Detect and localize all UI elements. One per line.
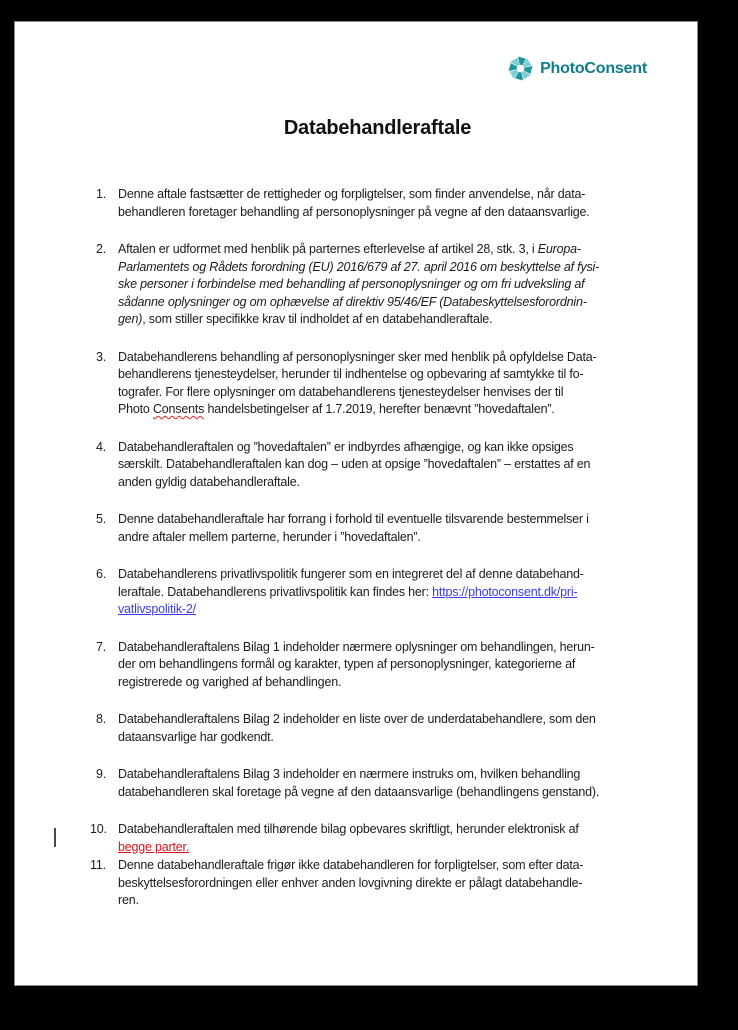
text-segment-spellcheck: Consents	[152, 402, 205, 416]
text-segment-normal: handelsbetingelser af 1.7.2019, herefter benævnt ”hovedaftalen”.	[204, 402, 555, 416]
list-item	[90, 241, 665, 329]
list-item	[90, 711, 665, 746]
text-segment-normal: Denne databehandleraftale har forrang i forhold til eventuelle tilsvarende bestemmelser i andre aftaler mellem parterne, herunder i ”hovedaftalen”.	[118, 512, 589, 544]
list-item-text	[118, 511, 665, 546]
list-item-number: 5.	[96, 512, 107, 526]
document-content	[15, 22, 697, 910]
aperture-icon	[506, 54, 535, 83]
list-item-number: 1.	[96, 187, 107, 201]
list-item-text	[118, 439, 665, 492]
list-item	[90, 511, 665, 546]
brand-name: PhotoConsent	[540, 59, 647, 77]
list-item-number: 2.	[96, 242, 107, 256]
list-item	[90, 186, 665, 221]
list-item	[90, 857, 665, 910]
list-item	[90, 639, 665, 692]
list-item-text	[118, 186, 665, 221]
text-segment-normal: Databehandleraftalen og ”hovedaftalen” er indbyrdes afhængige, og kan ikke opsiges særskilt. Databehandleraftalen kan dog – uden at opsige ”hovedaftalen” – erstattes af en anden gyldig databehandleraftale.	[118, 439, 591, 489]
text-segment-normal: Aftalen er udformet med henblik på parternes efterlevelse af artikel 28, stk. 3, i	[118, 242, 538, 256]
document-page	[15, 22, 697, 985]
text-segment-italic: Europa- Parlamentets og Rådets forordning (EU) 2016/679 af 27. april 2016 om beskyttelse af fysi- ske personer i forbindelse med behandling af personoplysninger og om fri udveksling af sådanne oplysninger og om ophævelse af direktiv 95/46/EF (Databeskyttelsesforordnin- gen)	[118, 242, 600, 326]
text-segment-normal: Databehandlerens privatlivspolitik fungerer som en integreret del af denne databehand- leraftale. Databehandlerens privatlivspolitik kan findes her:	[118, 567, 584, 599]
list-item-number: 9.	[96, 767, 107, 781]
list-item	[90, 566, 665, 619]
list-item	[90, 766, 665, 801]
numbered-list	[90, 186, 665, 910]
text-segment-normal: Databehandleraftalen med tilhørende bilag opbevares skriftligt, herunder elektronisk af	[118, 822, 579, 836]
list-item-number: 4.	[96, 439, 107, 454]
list-item-text	[118, 566, 665, 619]
list-item-text	[118, 711, 665, 746]
privacy-policy-link[interactable]: https://photoconsent.dk/pri- vatlivspolitik-2/	[118, 584, 578, 616]
list-item-number: 10.	[90, 822, 107, 836]
list-item-number: 8.	[96, 712, 107, 726]
text-segment-normal: Databehandleraftalens Bilag 1 indeholder nærmere oplysninger om behandlingen, herun- der om behandlingens formål og karakter, typen af personoplysninger, kategorierne af registrerede og varighed af behandlingen.	[118, 639, 595, 689]
tracked-change-bar	[54, 828, 56, 847]
list-item-text	[118, 821, 665, 856]
list-item-number: 11.	[90, 858, 106, 872]
text-segment-normal: Databehandleraftalens Bilag 3 indeholder en nærmere instruks om, hvilken behandling databehandleren skal foretage på vegne af den dataansvarlige (behandlingens genstand).	[118, 767, 600, 799]
list-item-text	[118, 639, 665, 692]
list-item-text	[118, 349, 665, 419]
list-item-number: 6.	[96, 567, 107, 581]
page-title: Databehandleraftale	[283, 117, 472, 139]
list-item-number: 3.	[96, 349, 107, 364]
list-item-text	[118, 241, 665, 329]
text-segment-normal: , som stiller specifikke krav til indholdet af en databehandleraftale.	[142, 312, 493, 326]
text-segment-normal: Databehandlerens behandling af personoplysninger sker med henblik på opfyldelse Data- behandlerens tjenesteydelser, herunder til indhentelse og opbevaring af samtykke til fo- tografer. For flere oplysninger om databehandlerens tjenesteydelser henvises der til Photo	[118, 349, 597, 416]
list-item-number: 7.	[96, 639, 107, 654]
list-item	[90, 439, 665, 492]
list-item	[90, 349, 665, 419]
logo	[506, 54, 647, 83]
text-segment-normal: Denne databehandleraftale frigør ikke databehandleren for forpligtelser, som efter data- beskyttelsesforordningen eller enhver anden lovgivning direkte er pålagt databehandle- ren.	[118, 858, 584, 907]
text-segment-normal: Databehandleraftalens Bilag 2 indeholder en liste over de underdatabehandlere, som den dataansvarlige har godkendt.	[118, 712, 596, 744]
text-segment-normal: Denne aftale fastsætter de rettigheder og forpligtelser, som finder anvendelse, når data- behandleren foretager behandling af personoplysninger på vegne af den dataansvarlige.	[118, 187, 590, 219]
text-segment-insertion: begge parter.	[118, 839, 190, 854]
list-item-text	[118, 766, 665, 801]
list-item	[90, 821, 665, 856]
list-item-text	[118, 857, 665, 910]
